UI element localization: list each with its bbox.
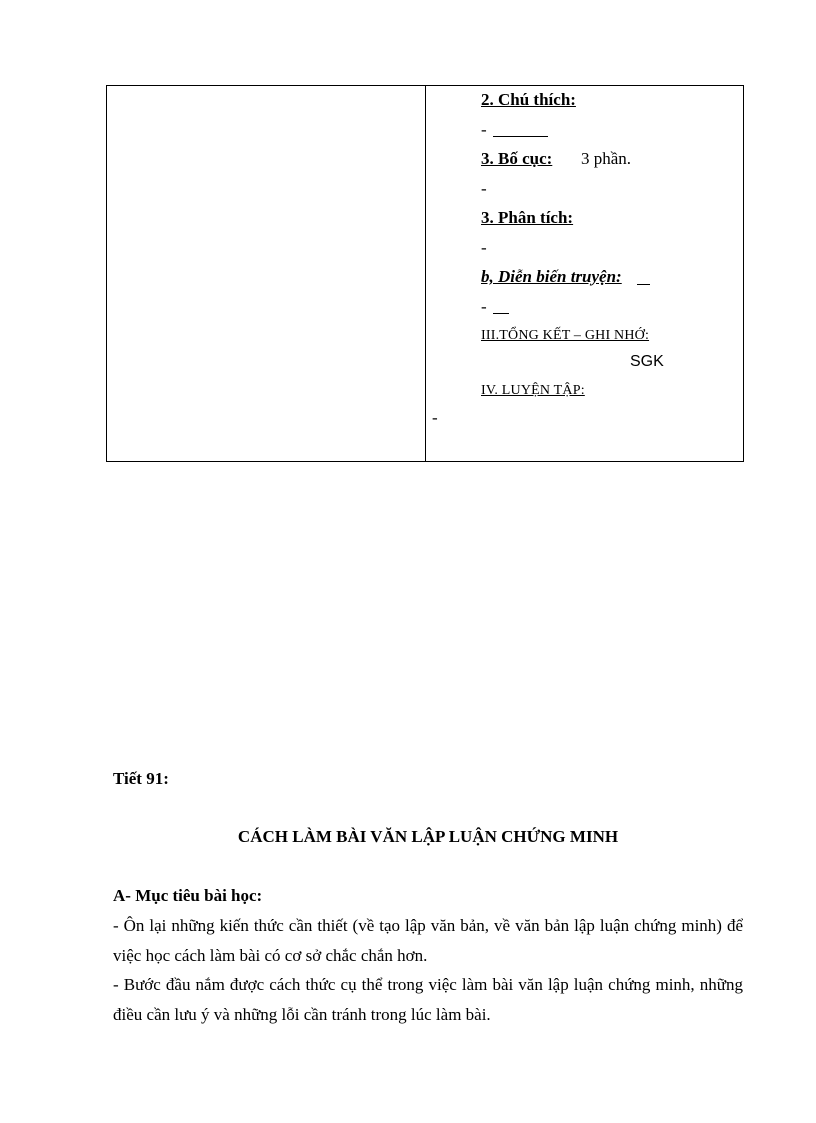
period-label: Tiết 91:: [113, 769, 169, 788]
blank-line: [493, 313, 509, 314]
dien-bien-heading: b, Diễn biến truyện:: [481, 267, 622, 286]
dash: -: [481, 179, 487, 198]
objective-1: - Ôn lại những kiến thức cần thiết (về tạo lập văn bản, về văn bản lập luận chứng minh) để việc học cách làm bài có cơ sở chắc chắn hơn.: [113, 916, 743, 965]
phan-tich-heading: 3. Phân tích:: [481, 208, 574, 227]
column-divider: [425, 86, 426, 461]
lesson-table: [106, 85, 744, 462]
blank-line: [493, 136, 548, 137]
blank-line: [637, 284, 650, 285]
objective-2: - Bước đầu nắm được cách thức cụ thể trong việc làm bài văn lập luận chứng minh, những điều cần lưu ý và những lỗi cần tránh trong lúc làm bài.: [113, 975, 743, 1024]
lesson-title: CÁCH LÀM BÀI VĂN LẬP LUẬN CHỨNG MINH: [237, 827, 619, 846]
chu-thich-heading: 2. Chú thích:: [481, 90, 576, 109]
tong-ket-value: SGK: [630, 353, 664, 370]
objectives-heading: A- Mục tiêu bài học:: [113, 886, 263, 905]
dash: -: [481, 297, 487, 316]
dash: -: [432, 408, 438, 427]
bo-cuc-value: 3 phần.: [581, 149, 632, 168]
luyen-tap-heading: IV. LUYỆN TẬP:: [481, 383, 585, 398]
bo-cuc-heading: 3. Bố cục:: [481, 149, 553, 168]
dash: -: [481, 120, 487, 139]
tong-ket-heading: III.TỔNG KẾT – GHI NHỚ:: [481, 328, 650, 343]
dash: -: [481, 238, 487, 257]
